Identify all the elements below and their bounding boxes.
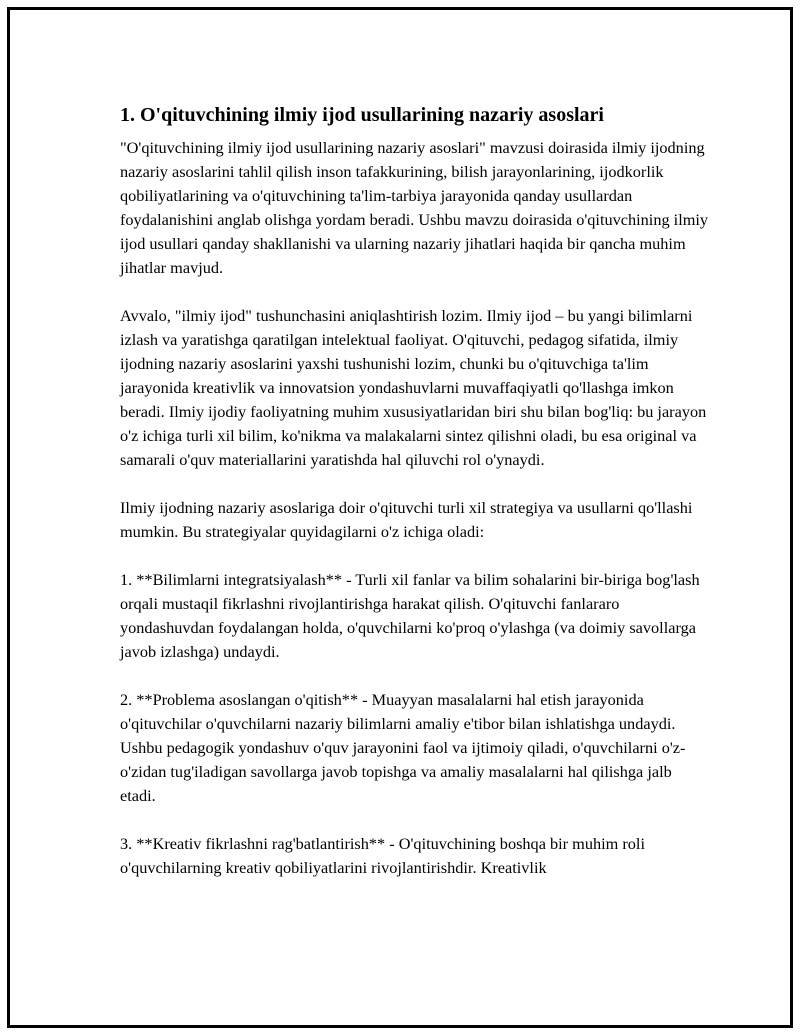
paragraph-strategies-intro: Ilmiy ijodning nazariy asoslariga doir o'qituvchi turli xil strategiya va usullarni qo'llashi mumkin. Bu strategiyalar quyidagilarni o'z ichiga oladi:: [120, 498, 693, 541]
paragraph-definition: Avvalo, "ilmiy ijod" tushunchasini aniqlashtirish lozim. Ilmiy ijod – bu yangi bilimlarni izlash va yaratishga qaratilgan intelektual faoliyat. O'qituvchi, pedagog sifatida, ilmiy ijodning nazariy asoslarini yaxshi tushunishi lozim, chunki bu o'qituvchiga ta'lim jarayonida kreativlik va innovatsion yondashuvlarni muvaffaqiyatli qo'llashga imkon beradi. Ilmiy ijodiy faoliyatning muhim xususiyatlaridan biri shu bilan bog'liq: bu jarayon o'z ichiga turli xil bilim, ko'nikma va malakalarni sintez qilishni oladi, bu esa original va samarali o'quv materiallarini yaratishda hal qiluvchi rol o'ynaydi.: [120, 306, 707, 469]
document-body: [120, 100, 710, 904]
document-title: 1. O'qituvchining ilmiy ijod usullarining nazariy asoslari: [120, 104, 604, 126]
list-item-1: 1. **Bilimlarni integratsiyalash** - Turli xil fanlar va bilim sohalarini bir-biriga bog'lash orqali mustaqil fikrlashni rivojlantirishga harakat qilish. O'qituvchi fanlararo yondashuvdan foydalangan holda, o'quvchilarni ko'proq o'ylashga (va doimiy savollarga javob izlashga) undaydi.: [120, 570, 700, 661]
page-frame: [7, 7, 793, 1028]
list-item-3: 3. **Kreativ fikrlashni rag'batlantirish** - O'qituvchining boshqa bir muhim roli o'quvchilarning kreativ qobiliyatlarini rivojlantirishdir. Kreativlik: [120, 834, 645, 877]
list-item-2: 2. **Problema asoslangan o'qitish** - Muayyan masalalarni hal etish jarayonida o'qituvchilar o'quvchilarni nazariy bilimlarni amaliy e'tibor bilan ishlatishga undaydi. Ushbu pedagogik yondashuv o'quv jarayonini faol va ijtimoiy qiladi, o'quvchilarni o'z-o'zidan tug'iladigan savollarga javob topishga va amaliy masalalarni hal qilishga jalb etadi.: [120, 690, 686, 805]
paragraph-intro: "O'qituvchining ilmiy ijod usullarining nazariy asoslari" mavzusi doirasida ilmiy ijodning nazariy asoslarini tahlil qilish inson tafakkurining, bilish jarayonlarining, ijodkorlik qobiliyatlarining va o'qituvchining ta'lim-tarbiya jarayonida qanday usullardan foydalanishini anglab olishga yordam beradi. Ushbu mavzu doirasida o'qituvchining ilmiy ijod usullari qanday shakllanishi va ularning nazariy jihatlari haqida bir qancha muhim jihatlar mavjud.: [120, 138, 709, 277]
